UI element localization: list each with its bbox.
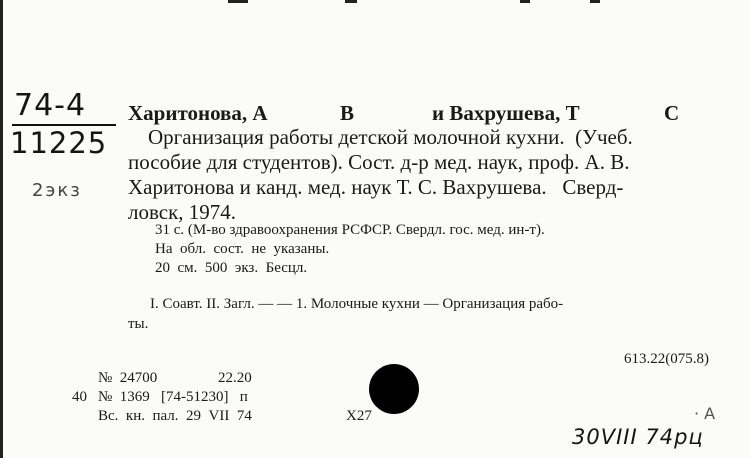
- title-line-3: Харитонова и канд. мед. наук Т. С. Вахрушева. Сверд-: [128, 175, 624, 199]
- size-line: 20 см. 500 экз. Бесцл.: [155, 260, 308, 276]
- second-author-initial: С: [664, 101, 680, 125]
- top-edge-mark: [590, 0, 600, 3]
- footer-order-line: № 1369 [74-51230] п: [98, 389, 248, 405]
- top-edge-mark: [228, 0, 248, 3]
- top-edge-mark: [520, 0, 530, 3]
- title-line-1: Организация работы детской молочной кухни. (Учеб.: [148, 125, 633, 149]
- collation-line: 31 с. (М-во здравоохранения РСФСР. Свердл. гос. мед. ин-т).: [155, 222, 545, 238]
- note-line: На обл. сост. не указаны.: [155, 241, 330, 257]
- title-line-2: пособие для студентов). Сост. д-р мед. наук, проф. А. В.: [128, 150, 630, 174]
- card-left-border: [0, 0, 3, 458]
- shelf-mark-bottom: 11225: [10, 126, 108, 160]
- tracing-line-1: I. Соавт. II. Загл. — — 1. Молочные кухни — Организация рабо-: [150, 296, 564, 312]
- tracing-line-2: ты.: [128, 316, 149, 332]
- author-initial-v: В: [340, 101, 355, 125]
- footer-prefix: 40: [72, 389, 87, 405]
- footer-chamber-line: Вс. кн. пал. 29 VII 74: [98, 408, 252, 424]
- footer-price: 22.20: [218, 370, 252, 386]
- top-edge-mark: [345, 0, 357, 3]
- shelf-mark-top: 74-4: [14, 88, 87, 123]
- author-heading: Харитонова, А: [128, 101, 268, 125]
- footer-record-number: № 24700: [98, 370, 158, 386]
- second-author: и Вахрушева, Т: [432, 101, 580, 125]
- copies-note: 2экз: [32, 180, 82, 201]
- handwritten-date: 30VIII 74рц: [572, 425, 704, 449]
- footer-code: Х27: [346, 408, 372, 424]
- corner-mark: · A: [694, 404, 716, 423]
- title-line-4: ловск, 1974.: [128, 200, 237, 224]
- punch-hole: [369, 364, 419, 414]
- udc-classification: 613.22(075.8): [624, 351, 709, 367]
